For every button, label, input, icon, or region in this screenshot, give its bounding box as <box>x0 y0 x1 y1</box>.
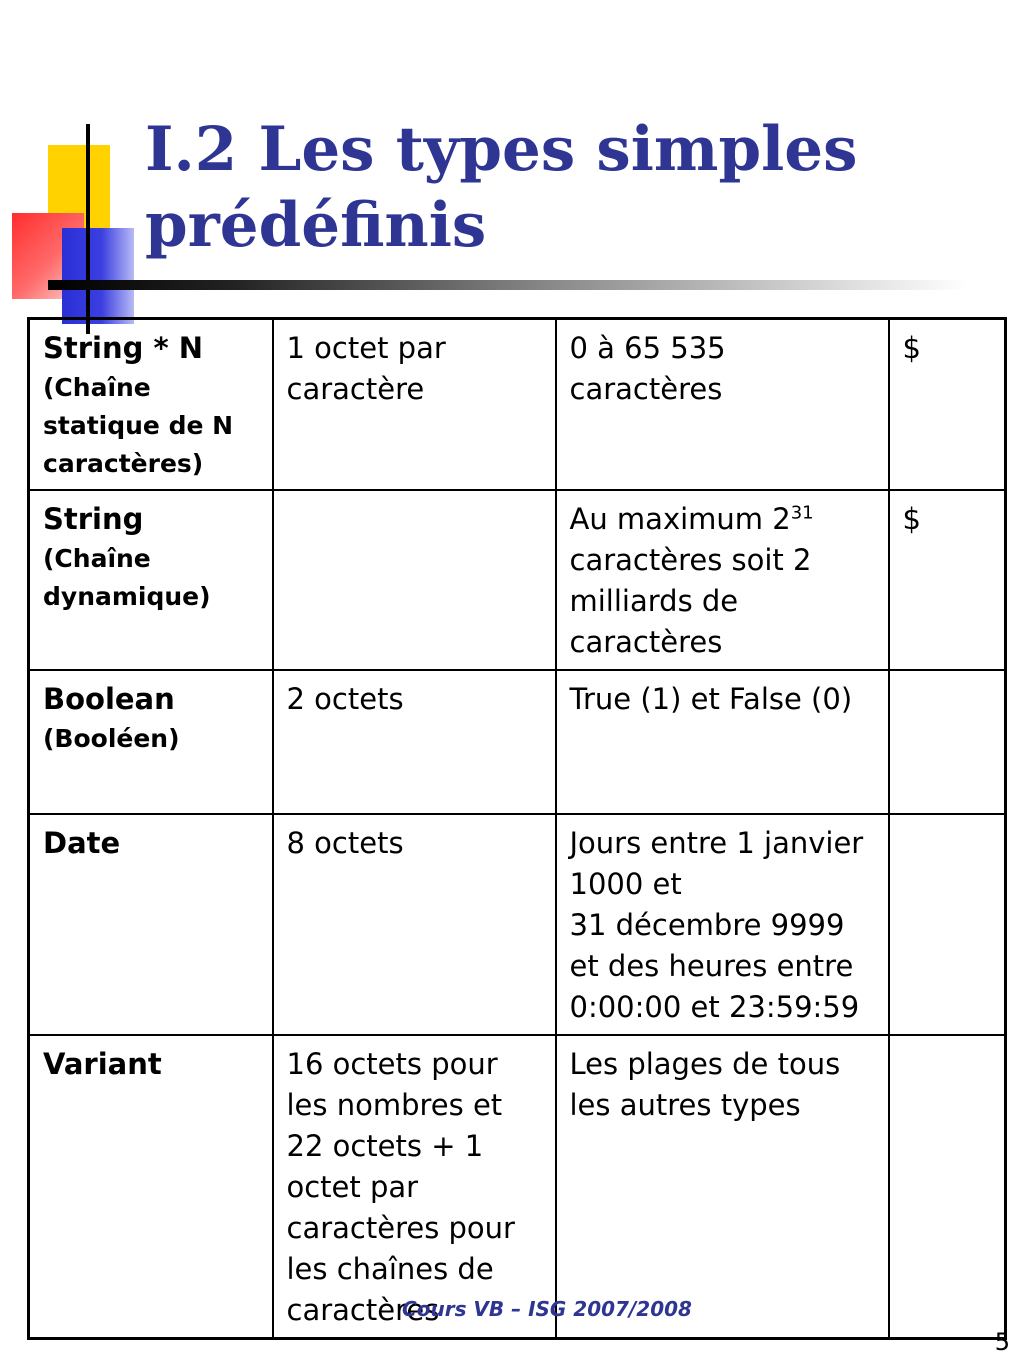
slide-footer: Cours VB – ISG 2007/2008 <box>402 1297 692 1321</box>
type-range-cell <box>556 319 889 491</box>
type-name-cell <box>29 814 273 1035</box>
types-table <box>27 317 1007 1340</box>
type-name: String <box>43 502 144 536</box>
decor-vertical-line <box>86 124 90 334</box>
page-number: 5 <box>994 1328 1010 1356</box>
type-range: Les plages de tous les autres types <box>569 1047 841 1122</box>
type-name-cell <box>29 319 273 491</box>
type-name-cell <box>29 1035 273 1339</box>
type-range: 0 à 65 535 caractères <box>569 331 726 406</box>
type-description: (Chaîne statique de N caractères) <box>43 373 234 478</box>
type-symbol-cell <box>889 319 1006 491</box>
type-size-cell <box>273 1035 556 1339</box>
type-name: Date <box>43 826 121 860</box>
type-size: 2 octets <box>286 682 404 716</box>
type-range-cell <box>556 1035 889 1339</box>
type-name: Boolean <box>43 682 175 716</box>
type-size-cell <box>273 490 556 670</box>
type-range-prefix: Au maximum 2 <box>569 502 791 536</box>
type-range-cell <box>556 490 889 670</box>
type-name: Variant <box>43 1047 162 1081</box>
decor-horizontal-rule <box>48 280 968 290</box>
type-size-cell <box>273 670 556 814</box>
type-range: Jours entre 1 janvier 1000 et 31 décembre 9999 et des heures entre 0:00:00 et 23:59:59 <box>569 826 864 1024</box>
type-size: 16 octets pour les nombres et 22 octets + 1 octet par caractères pour les chaînes de caractères <box>286 1047 515 1327</box>
slide-title-line2: prédéfinis <box>145 190 487 261</box>
slide-title <box>145 112 1005 264</box>
type-name-cell <box>29 490 273 670</box>
table-row <box>29 1035 1006 1339</box>
type-size: 8 octets <box>286 826 404 860</box>
type-symbol-cell <box>889 670 1006 814</box>
type-name: String * N <box>43 331 204 365</box>
type-description: (Booléen) <box>43 724 180 753</box>
type-name-cell <box>29 670 273 814</box>
type-range: True (1) et False (0) <box>569 682 853 716</box>
type-symbol: $ <box>902 331 921 365</box>
type-range-suffix: caractères soit 2 milliards de caractères <box>569 543 812 659</box>
type-symbol: $ <box>902 502 921 536</box>
slide-title-line1: I.2 Les types simples <box>145 114 858 185</box>
type-size-cell <box>273 319 556 491</box>
type-range-exponent: 31 <box>790 502 814 524</box>
type-range-cell <box>556 814 889 1035</box>
table-row <box>29 670 1006 814</box>
type-symbol-cell <box>889 814 1006 1035</box>
table-row <box>29 814 1006 1035</box>
table-row <box>29 490 1006 670</box>
type-symbol-cell <box>889 490 1006 670</box>
type-description: (Chaîne dynamique) <box>43 544 211 611</box>
type-size-cell <box>273 814 556 1035</box>
type-range-cell <box>556 670 889 814</box>
type-symbol-cell <box>889 1035 1006 1339</box>
decor-blue-square <box>62 228 134 324</box>
table-row <box>29 319 1006 491</box>
type-size: 1 octet par caractère <box>286 331 446 406</box>
